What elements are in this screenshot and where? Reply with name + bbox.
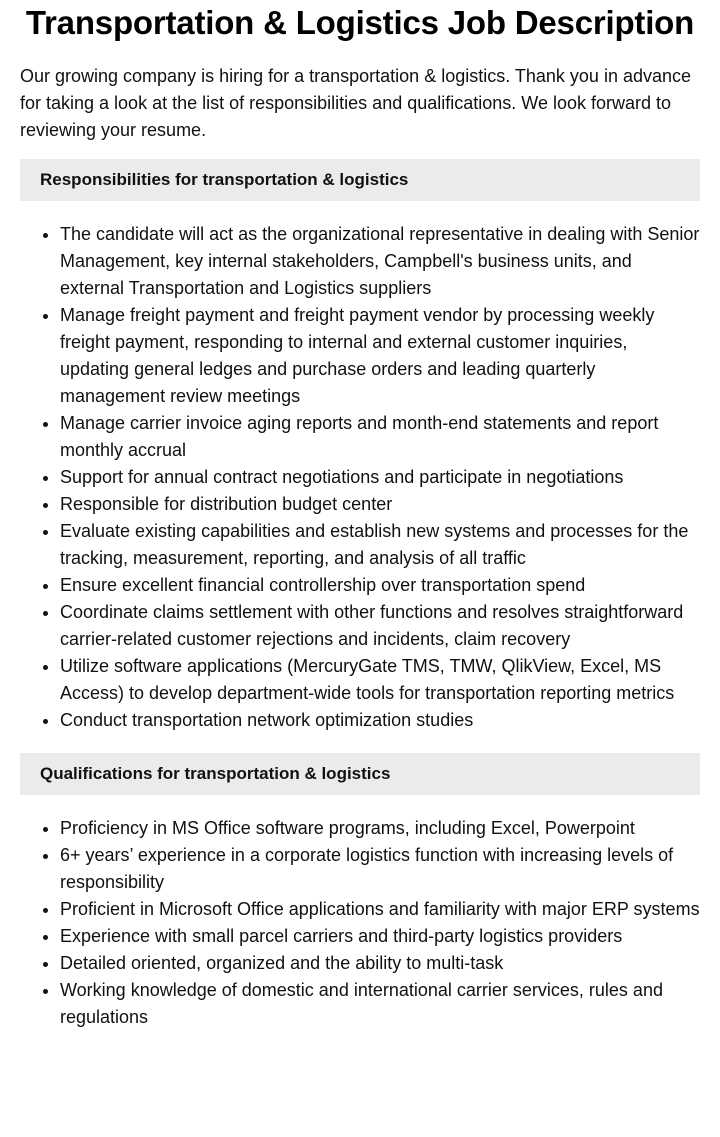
responsibility-item: • Conduct transportation network optimization studies — [60, 707, 700, 734]
qualification-item: • Detailed oriented, organized and the ability to multi-task — [60, 950, 700, 977]
responsibility-item: • Support for annual contract negotiations and participate in negotiations — [60, 464, 700, 491]
qualification-item: • Working knowledge of domestic and international carrier services, rules and regulations — [60, 977, 700, 1031]
qualification-item: • Proficiency in MS Office software programs, including Excel, Powerpoint — [60, 815, 700, 842]
responsibility-item: • Manage carrier invoice aging reports and month-end statements and report monthly accrual — [60, 410, 700, 464]
qualifications-list — [20, 815, 700, 1031]
qualification-item: • Proficient in Microsoft Office applications and familiarity with major ERP systems — [60, 896, 700, 923]
responsibility-item: • Responsible for distribution budget center — [60, 491, 700, 518]
responsibility-item: • Ensure excellent financial controllership over transportation spend — [60, 572, 700, 599]
qualification-item: • Experience with small parcel carriers and third-party logistics providers — [60, 923, 700, 950]
qualification-item: • 6+ years’ experience in a corporate logistics function with increasing levels of responsibility — [60, 842, 700, 896]
qualifications-heading: Qualifications for transportation & logistics — [20, 753, 700, 795]
responsibility-item: • Manage freight payment and freight payment vendor by processing weekly freight payment, responding to internal and external customer inquiries, updating general ledges and purchase orders and leading quarterly management review meetings — [60, 302, 700, 410]
responsibility-item: • Coordinate claims settlement with other functions and resolves straightforward carrier-related customer rejections and incidents, claim recovery — [60, 599, 700, 653]
responsibilities-list — [20, 221, 700, 734]
intro-paragraph: Our growing company is hiring for a transportation & logistics. Thank you in advance for taking a look at the list of responsibilities and qualifications. We look forward to reviewing your resume. — [20, 66, 692, 140]
responsibilities-heading: Responsibilities for transportation & logistics — [20, 159, 700, 201]
responsibility-item: • Evaluate existing capabilities and establish new systems and processes for the tracking, measurement, reporting, and analysis of all traffic — [60, 518, 700, 572]
responsibility-item: • The candidate will act as the organizational representative in dealing with Senior Management, key internal stakeholders, Campbell's business units, and external Transportation and Logistics suppliers — [60, 221, 700, 302]
page-title: Transportation & Logistics Job Description — [25, 4, 695, 41]
responsibility-item: • Utilize software applications (MercuryGate TMS, TMW, QlikView, Excel, MS Access) to develop department-wide tools for transportation reporting metrics — [60, 653, 700, 707]
